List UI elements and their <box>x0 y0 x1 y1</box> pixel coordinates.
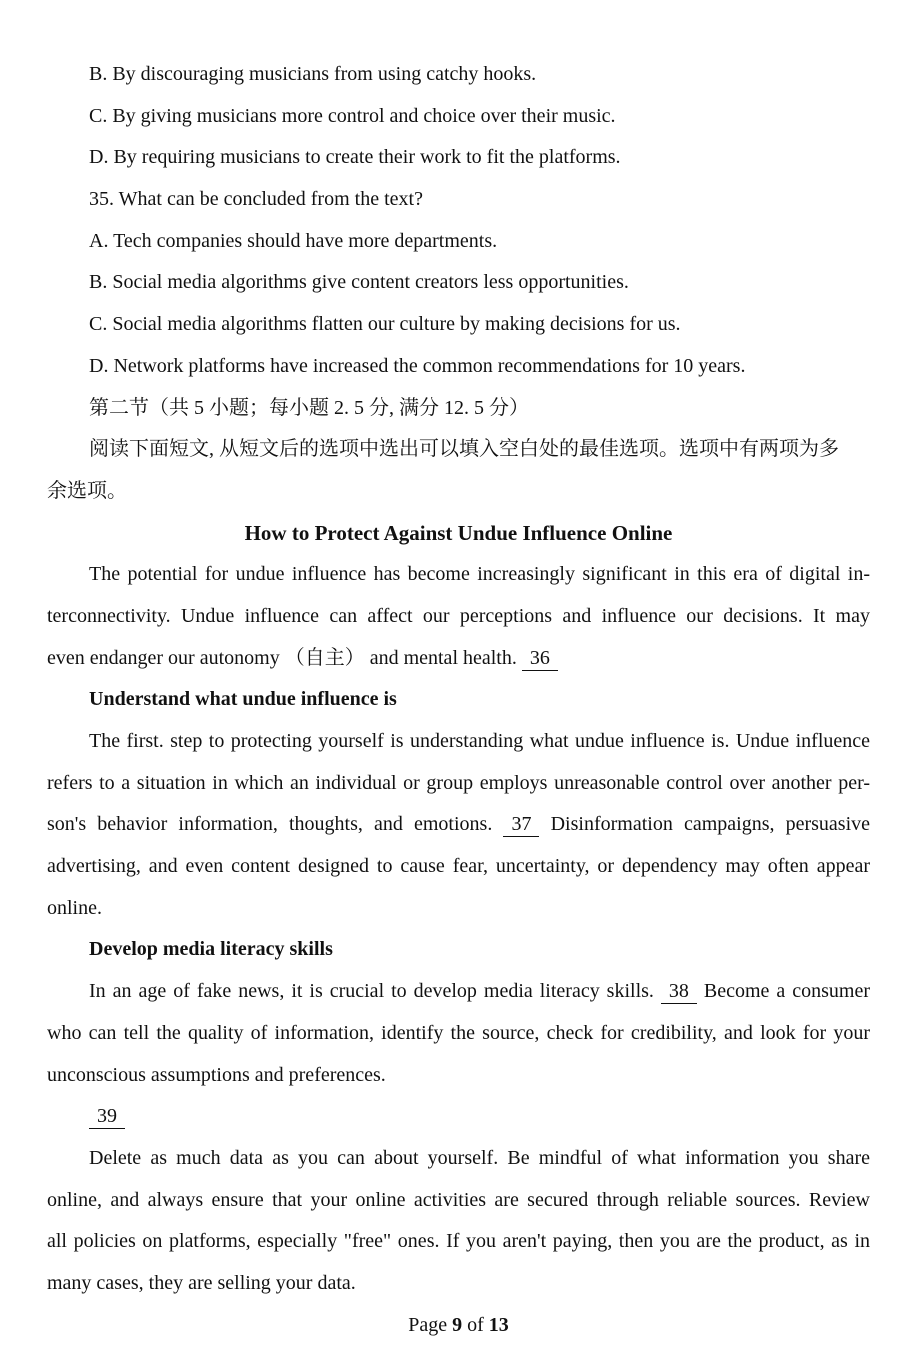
blank-38: 38 <box>661 979 697 1004</box>
q35-option-c: C. Social media algorithms flatten our culture by making decisions for us. <box>89 313 681 336</box>
sub1-line4: advertising, and even content designed to cause fear, uncertainty, or dependency may often appear <box>47 855 870 878</box>
sub2-line1-before: In an age of fake news, it is crucial to develop media literacy skills. <box>89 980 654 1003</box>
subheading-understand: Understand what undue influence is <box>89 688 397 711</box>
sub1-line2: refers to a situation in which an individual or group employs unreasonable control over another per- <box>47 771 870 794</box>
sub1-line1: The first. step to protecting yourself is understanding what undue influence is. Undue influence <box>89 730 870 752</box>
q34-option-b: B. By discouraging musicians from using catchy hooks. <box>89 63 537 85</box>
section2-instruction-line1: 阅读下面短文, 从短文后的选项中选出可以填入空白处的最佳选项。选项中有两项为多 <box>89 438 839 461</box>
subheading-develop: Develop media literacy skills <box>89 938 333 961</box>
sub1-line3-before: son's behavior information, thoughts, and emotions. <box>47 813 493 836</box>
sub1-line3 <box>47 804 870 846</box>
passage-title: How to Protect Against Undue Influence Online <box>244 520 673 545</box>
footer-page-word: Page <box>408 1313 448 1336</box>
sub3-line1: Delete as much data as you can about yourself. Be mindful of what information you share <box>89 1146 870 1169</box>
q34-option-d: D. By requiring musicians to create their work to fit the platforms. <box>89 146 621 169</box>
sub2-line3: unconscious assumptions and preferences. <box>47 1063 386 1086</box>
q35-option-b: B. Social media algorithms give content creators less opportunities. <box>89 271 629 294</box>
sub2-line1 <box>47 971 870 1013</box>
footer-page-number: 9 <box>452 1313 463 1336</box>
sub1-line5: online. <box>47 896 102 919</box>
page-footer <box>47 1305 870 1347</box>
section2-instruction-line2: 余选项。 <box>47 479 127 502</box>
sub1-line3-after: Disinformation campaigns, persuasive <box>550 813 871 836</box>
blank-39-line <box>47 1096 870 1138</box>
footer-total-pages: 13 <box>488 1313 509 1336</box>
sub3-line2: online, and always ensure that your online activities are secured through reliable sources. Review <box>47 1188 870 1211</box>
blank-37: 37 <box>503 812 539 837</box>
q34-option-c: C. By giving musicians more control and choice over their music. <box>89 104 616 127</box>
q35-option-a: A. Tech companies should have more departments. <box>89 229 498 252</box>
intro-line2: terconnectivity. Undue influence can affect our perceptions and influence our decisions. It may <box>47 604 870 627</box>
section2-heading: 第二节（共 5 小题；每小题 2. 5 分, 满分 12. 5 分） <box>89 396 529 419</box>
blank-39: 39 <box>89 1104 125 1129</box>
footer-of-word: of <box>467 1313 484 1336</box>
blank-36: 36 <box>522 646 558 671</box>
sub3-line3: all policies on platforms, especially "free" ones. If you aren't paying, then you are the product, as in <box>47 1230 870 1253</box>
intro-line3 <box>47 638 870 680</box>
q35-stem: 35. What can be concluded from the text? <box>89 188 423 211</box>
sub2-line1-after: Become a consumer <box>703 980 871 1003</box>
intro-line1: The potential for undue influence has become increasingly significant in this era of digital in- <box>89 563 870 586</box>
q35-option-d: D. Network platforms have increased the common recommendations for 10 years. <box>89 354 746 377</box>
intro-line3-text: even endanger our autonomy （自主） and mental health. <box>47 646 517 669</box>
sub3-line4: many cases, they are selling your data. <box>47 1271 356 1294</box>
sub2-line2: who can tell the quality of information, identify the source, check for credibility, and look for your <box>47 1021 870 1044</box>
